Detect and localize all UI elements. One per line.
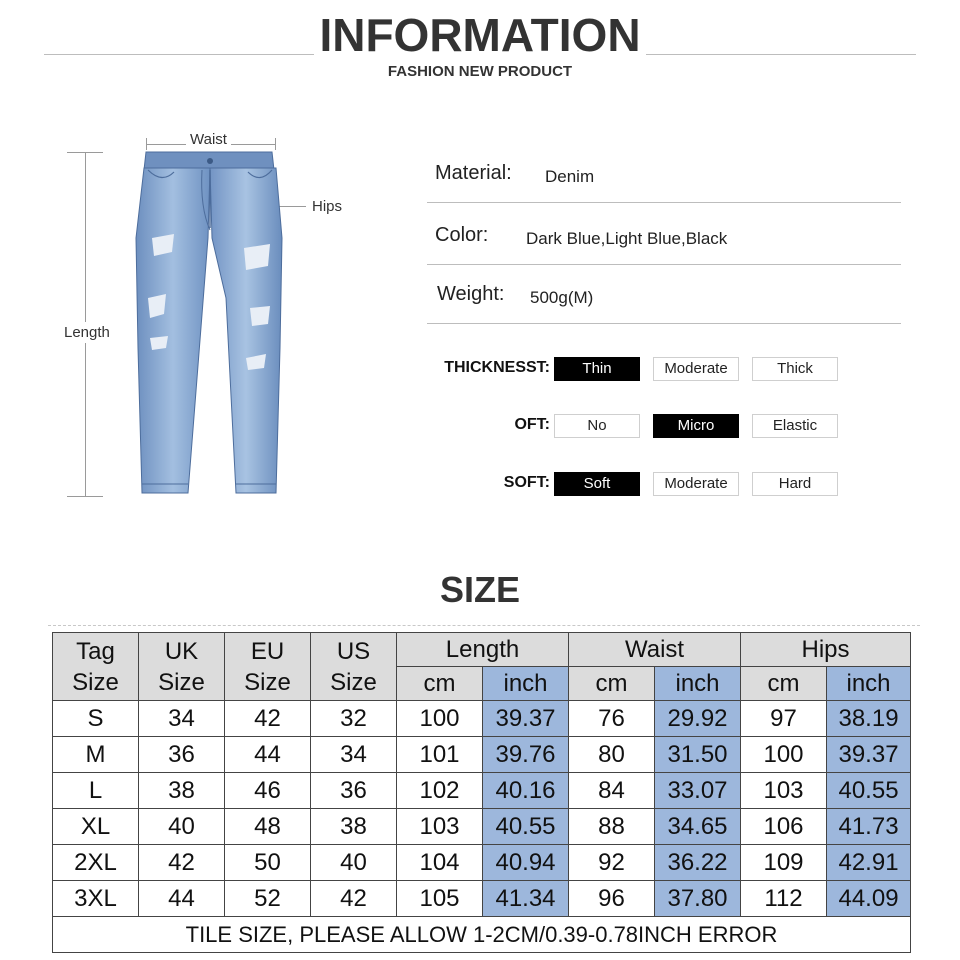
cell-hips-cm: 100 — [741, 737, 827, 773]
cell-length-cm: 103 — [397, 809, 483, 845]
soft-option-soft: Soft — [554, 472, 640, 496]
table-row — [53, 809, 911, 845]
header-length-inch: inch — [483, 667, 569, 701]
cell-waist-cm: 80 — [569, 737, 655, 773]
cell-tag: S — [53, 701, 139, 737]
cell-length-inch: 41.34 — [483, 881, 569, 917]
cell-hips-cm: 97 — [741, 701, 827, 737]
cell-waist-cm: 88 — [569, 809, 655, 845]
cell-hips-cm: 103 — [741, 773, 827, 809]
header-uk-line2: Size — [158, 668, 205, 696]
material-value: Denim — [545, 167, 595, 186]
cell-length-cm: 105 — [397, 881, 483, 917]
cell-us: 42 — [311, 881, 397, 917]
thickness-option-thick: Thick — [752, 357, 838, 381]
color-row — [427, 224, 901, 265]
header-us-size — [311, 633, 397, 701]
cell-eu: 44 — [225, 737, 311, 773]
material-label: Material: — [435, 162, 512, 184]
jeans-image — [130, 148, 290, 500]
cell-waist-inch: 34.65 — [655, 809, 741, 845]
cell-waist-inch: 37.80 — [655, 881, 741, 917]
cell-tag: 3XL — [53, 881, 139, 917]
cell-eu: 42 — [225, 701, 311, 737]
cell-uk: 34 — [139, 701, 225, 737]
size-title: SIZE — [439, 569, 520, 610]
cell-uk: 44 — [139, 881, 225, 917]
header-hips-inch: inch — [827, 667, 911, 701]
table-row — [53, 845, 911, 881]
hips-label: Hips — [312, 198, 343, 215]
cell-hips-cm: 106 — [741, 809, 827, 845]
cell-hips-inch: 38.19 — [827, 701, 911, 737]
length-dimension-tick-top — [67, 152, 103, 153]
weight-value: 500g(M) — [530, 288, 594, 307]
cell-length-inch: 40.16 — [483, 773, 569, 809]
cell-hips-cm: 112 — [741, 881, 827, 917]
cell-length-inch: 39.37 — [483, 701, 569, 737]
cell-length-cm: 100 — [397, 701, 483, 737]
cell-length-cm: 101 — [397, 737, 483, 773]
size-table-body — [53, 701, 911, 953]
header-tag-line1: Tag — [76, 637, 115, 665]
cell-hips-inch: 40.55 — [827, 773, 911, 809]
cell-hips-inch: 39.37 — [827, 737, 911, 773]
size-error-note: TILE SIZE, PLEASE ALLOW 1-2CM/0.39-0.78INCH ERROR — [53, 917, 911, 953]
information-title: INFORMATION — [319, 9, 641, 61]
header-tag-size — [53, 633, 139, 701]
note-row — [53, 917, 911, 953]
weight-label: Weight: — [437, 283, 505, 305]
header-hips-cm: cm — [741, 667, 827, 701]
waist-label: Waist — [186, 131, 231, 148]
cell-length-inch: 40.94 — [483, 845, 569, 881]
thickness-option-moderate: Moderate — [653, 357, 739, 381]
length-label: Length — [64, 324, 110, 341]
header-us-line1: US — [336, 637, 371, 665]
size-table — [52, 632, 911, 953]
table-row — [53, 881, 911, 917]
cell-length-inch: 40.55 — [483, 809, 569, 845]
header-uk-size — [139, 633, 225, 701]
header-eu-line2: Size — [244, 668, 291, 696]
cell-hips-inch: 44.09 — [827, 881, 911, 917]
oft-option-micro: Micro — [653, 414, 739, 438]
cell-length-inch: 39.76 — [483, 737, 569, 773]
cell-waist-inch: 33.07 — [655, 773, 741, 809]
cell-uk: 38 — [139, 773, 225, 809]
header-length-cm: cm — [397, 667, 483, 701]
header-uk-line1: UK — [164, 637, 199, 665]
cell-eu: 46 — [225, 773, 311, 809]
header-us-line2: Size — [330, 668, 377, 696]
soft-option-moderate: Moderate — [653, 472, 739, 496]
cell-tag: M — [53, 737, 139, 773]
cell-waist-inch: 36.22 — [655, 845, 741, 881]
soft-option-hard: Hard — [752, 472, 838, 496]
header-hips: Hips — [741, 633, 911, 667]
table-row — [53, 701, 911, 737]
table-row — [53, 737, 911, 773]
cell-waist-cm: 96 — [569, 881, 655, 917]
oft-option-no: No — [554, 414, 640, 438]
length-dimension-tick-bottom — [67, 496, 103, 497]
cell-length-cm: 102 — [397, 773, 483, 809]
thickness-label: THICKNESST: — [444, 359, 550, 376]
cell-eu: 50 — [225, 845, 311, 881]
information-subtitle: FASHION NEW PRODUCT — [387, 63, 573, 80]
header-length: Length — [397, 633, 569, 667]
cell-us: 38 — [311, 809, 397, 845]
cell-us: 40 — [311, 845, 397, 881]
cell-uk: 36 — [139, 737, 225, 773]
cell-uk: 42 — [139, 845, 225, 881]
cell-waist-inch: 31.50 — [655, 737, 741, 773]
header-tag-line2: Size — [72, 668, 119, 696]
cell-tag: 2XL — [53, 845, 139, 881]
thickness-option-thin: Thin — [554, 357, 640, 381]
cell-waist-inch: 29.92 — [655, 701, 741, 737]
cell-us: 36 — [311, 773, 397, 809]
cell-us: 32 — [311, 701, 397, 737]
cell-waist-cm: 84 — [569, 773, 655, 809]
color-label: Color: — [435, 224, 489, 246]
cell-tag: XL — [53, 809, 139, 845]
weight-row — [427, 283, 901, 324]
oft-label: OFT: — [514, 416, 550, 433]
header-waist-inch: inch — [655, 667, 741, 701]
table-row — [53, 773, 911, 809]
cell-eu: 48 — [225, 809, 311, 845]
cell-tag: L — [53, 773, 139, 809]
cell-us: 34 — [311, 737, 397, 773]
material-row — [427, 162, 901, 203]
header-waist-cm: cm — [569, 667, 655, 701]
cell-waist-cm: 76 — [569, 701, 655, 737]
size-divider — [48, 625, 920, 626]
cell-eu: 52 — [225, 881, 311, 917]
cell-waist-cm: 92 — [569, 845, 655, 881]
cell-hips-inch: 42.91 — [827, 845, 911, 881]
cell-hips-inch: 41.73 — [827, 809, 911, 845]
oft-option-elastic: Elastic — [752, 414, 838, 438]
header-eu-size — [225, 633, 311, 701]
soft-label: SOFT: — [503, 474, 550, 491]
color-value: Dark Blue,Light Blue,Black — [526, 229, 728, 248]
cell-hips-cm: 109 — [741, 845, 827, 881]
header-eu-line1: EU — [250, 637, 285, 665]
header-waist: Waist — [569, 633, 741, 667]
cell-uk: 40 — [139, 809, 225, 845]
cell-length-cm: 104 — [397, 845, 483, 881]
